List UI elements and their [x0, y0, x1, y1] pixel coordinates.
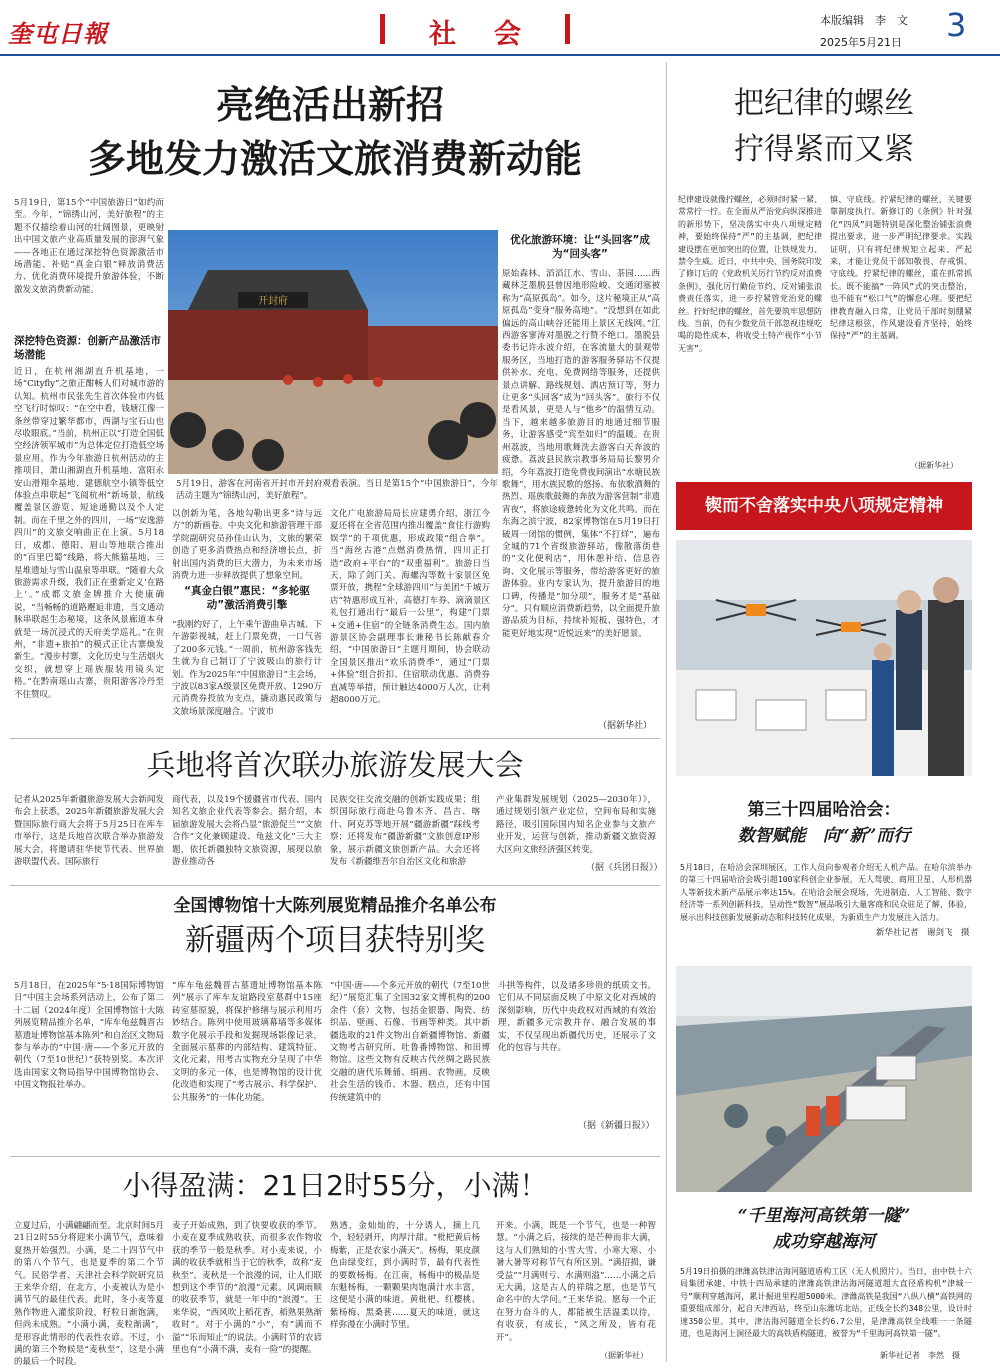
- masthead-rule: [0, 54, 1000, 56]
- story3-source: （据《新疆日报》）: [578, 1121, 655, 1131]
- newspaper-logo: 奎屯日報: [8, 19, 108, 48]
- section-bar-right: [565, 14, 570, 44]
- lead-body-col1: 近日，在杭州湘湖直升机基地，一场“Cityfly”之旅正酣畅人们对城市游的认知。杭州市民张先生首次体验市内低空飞行时惊叹：“在空中看，钱塘江像一条丝带穿过繁华都市，西湖与宝石山也尽收眼底。”当前，杭州正以“打造全国低空经济领军城市”为总体定位打造低空场景应用。作为今年旅游日杭州活动的主推项目，萧山湘湖直升机基地、富阳永安山滑翔伞基地、建德航空小镇等低空体验点串联起“飞阅杭州”新场景，航线覆盖景区游览、短途通勤以及个人定制。而在千里之外的四川，一场“安逸游四川”的文旅交响曲正在上演。5月18日，成都、德阳、眉山等地联合推出的“百里巴蜀”线路，将大熊猫基地、三星堆遗址与雪山温泉等串联。“随着大众旅游需求升级，我们正在重新定义‘在路上’。”成都文旅金牌推介大使康确说，“当畅畅的道路邂逅非遗，当文通动脉串联起生态秘境，这条风景廊道本身就是一场沉浸式的天府美学巡礼。”在贵州，“非遗+旅拍”的模式正让古寨焕发新生。“漫步村寨，文化历史与生活烟火交织，就想穿上瑶族服装用镜头定格。”在黔南瑶山古寨，贵阳游客冷丹至不住赞叹。: [14, 367, 164, 700]
- story2-col1: 记者从2025年新疆旅游发展大会新闻发布会上获悉，2025年新疆旅游发展大会暨国际旅行商大会将于5月25日在库车市举行，这是兵地首次联合举办旅游发展大会，将邀请驻华使节代表、世界旅游联盟代表、国际旅行: [14, 795, 164, 868]
- commentary-title-line2: 拧得紧而又紧: [734, 132, 914, 167]
- story3-col4: 斗拱等构件，以及诸多珍贵的纸质文书。它们从不同层面反映了中原文化对西域的深刻影响，历代中央政权对西域的有效治理，新疆多元宗教并存、融合发展的事实，不仅呈现出新疆代历史，还展示了文化的包容与共存。: [498, 981, 656, 1054]
- story-divider: [10, 885, 660, 886]
- story2-source: （据《兵团日报》）: [586, 863, 663, 873]
- editor-line: 本版编辑 李 文: [820, 14, 908, 27]
- tunnel-photo: [676, 966, 972, 1192]
- story-divider: [10, 1156, 660, 1157]
- lead-photo-caption: 5月19日，游客在河南省开封市开封府观看表演。当日是第15个“中国旅游日”，今年活动主题为“锦绣山河，美好旅程”。: [176, 479, 498, 502]
- lead-body-col3: 文化广电旅游局局长应建勇介绍，浙江今夏还将在全省范围内推出覆盖“食住行游购娱学”的千项优惠，形成政策“组合拳”。当“海丝古港”点燃消费热情，四川正打造“政府+平台”的“双重福利”。旅游日当天，除了剑门关、海螺沟等数十家景区免票开放，携程“全球游四川”与美团“千城万店”特惠形成互补，高德打车券、滴滴景区礼包打通出行“最后一公里”，构建“门票+交通+住宿”的全链条消费生态。国内旅游景区协会副理事长兼秘书长陈献春介绍，“中国旅游日”主题月期间，协会联动全国景区推出“欢乐消费季”，通过“门票+体验”组合折扣、住宿联动优惠、消费券直减等举措，预计触达4000万人次，让利超8000万元。: [330, 509, 490, 706]
- story4-col2: 麦子开始成熟，到了快要收获的季节。小麦在夏季成熟收获，而很多农作物收获的季节一般是秋季。对小麦来说，小满的收获季就相当于它的秋季，故称“麦秋至”。麦秋是一个浪漫的词，让人们联想到这个季节的“浪漫”元素。风调雨顺的收获季节，就是一年中的“浪漫”。王来华说，“西风吹上稻花香，稻熟果熟渐收时”。对于小满的“小”，有“满而不溢”“乐而知止”的说法。小满时节的农谚里也有“小满不满，麦有一险”的提醒。: [172, 1221, 322, 1356]
- fair-credit: 新华社记者 谢剑飞 摄: [876, 928, 970, 938]
- story4-col1: 立夏过后，小满翩翩而至。北京时间5月21日2时55分将迎来小满节气，意味着夏热开始强烈。小满，是二十四节气中的第八个节气，也是夏季的第二个节气。民俗学者、天津社会科学院研究员王来华介绍，在北方，小麦被认为是小满节气的最佳代表。此时，冬小麦等夏熟作物进入灌浆阶段，籽粒日渐饱满，但尚未成熟。“小满小满，麦粒渐满”，是形容此情形的代表性农谚。不过，小满的第三个物候是“麦秋至”，这是小满的最后一个时段。: [14, 1221, 164, 1368]
- tunnel-title-line2: 成功穿越海河: [773, 1232, 875, 1252]
- story2-col2: 商代表，以及19个援疆省市代表、国内知名文旅企业代表等参会。据介绍，本届旅游发展大会将凸显“旅游促兰”“文旅合作”文化兼顾建设、龟兹文化”三大主题，依托新疆独特文旅资源，展现以旅游业推动各: [172, 795, 322, 868]
- story3-col2: “库车龟兹魏晋古墓遗址博物馆基本陈列”展示了库车友谊路段室墓群中15座砖室墓原貌，将保护修缮与展示利用巧妙结合。陈列中使用玻璃幕墙等多媒体数字化展示手段和发掘现场影像记录，全面展示墓葬的内部结构、建筑特征、文化元素，用考古实物充分呈现了中华文明的多元一体，也是博物馆的设计优化改造和实现了“考古展示、科学保护、公共服务”的一体化功能。: [172, 981, 322, 1103]
- fair-photo: [676, 540, 972, 776]
- lead-title-line2: 多地发力激活文旅消费新动能: [87, 137, 582, 181]
- lead-source: （据新华社）: [598, 721, 653, 731]
- lead-body-col2b: “我刚约好了，上午乘午游曲阜古城、下午游影视城，赶上门票免费，一口气省了200多元钱。”一周前，杭州游客钱先生就为自己制订了宁波吸山的旅行计划。作为2025年“中国旅游日”主会场，宁波以83家A级景区免费开放、1290万元消费券投放为支点，撬动惠民政策与文旅场景深度融合。宁波市: [172, 620, 322, 717]
- story3-title: 新疆两个项目获特别奖: [185, 923, 485, 958]
- commentary-col2: 慎、守底线。拧紧纪律的螺丝，关键要靠制度执行。新修订的《条例》针对强化“四风”问题特别是深化整治铺张浪费提出要求，进一步严明纪律要求。实践证明，只有将纪律规矩立起来、严起来，才能让党员干部知敬畏、存戒惧、守底线。拧紧纪律的螺丝，重在抓常抓长。既不能搞“一阵风”式的突击整治，也不能有“松口气”的懈怠心理。要把纪律教育融入日常，让党员干部时刻绷紧纪律这根弦，作风建设看齐坚持，始终保持“严”的主基调。: [830, 195, 972, 341]
- story4-title: 小得盈满：21日2时55分，小满！: [122, 1169, 548, 1202]
- gate-sign-text: 开封府: [258, 296, 288, 307]
- discipline-banner: 锲而不舍落实中央八项规定精神: [676, 482, 972, 530]
- section-title: 社会: [429, 19, 559, 50]
- commentary-title-line1: 把纪律的螺丝: [734, 86, 914, 121]
- column-divider: [666, 62, 667, 1362]
- tunnel-caption: 5月19日拍摄的津潍高铁津沽海河隧道盾构工区（无人机照片）。当日，由中铁十六局集团承建、中铁十四局承建的津潍高铁津沽海河隧道超大直径盾构机“津城一号”顺利穿越海河，累计掘进里程超5000米。津潍高铁是我国“八纵八横”高铁网的重要组成部分，起自天津西站，终至山东潍坊北站，正线全长约348公里，设计时速350公里。其中，津沽海河隧道全长约6.7公里，是津潍高铁全线唯一一条隧道，也是海河上洞径最大的高铁盾构隧道，被誉为“千里海河高铁第一隧”。: [680, 1267, 972, 1339]
- story3-col1: 5月18日，在2025年“5·18国际博物馆日”中国主会场系列活动上，公布了第二十二届（2024年度）全国博物馆十大陈列展览精品推介名单，“库车龟兹魏晋古墓遗址博物馆基本陈列”和自治区文物局参与举办的“中国·唐——个多元开放的朝代（7至10世纪）”获特别奖。本次评选由国家文物局指导中国博物馆协会、中国文物报社举办。: [14, 981, 164, 1091]
- masthead: [0, 0, 1000, 58]
- lead-body-col2a: 以创新为笔，各地勾勒出更多“诗与远方”的新画卷。中央文化和旅游管理干部学院副研究员孙佳山认为，文旅的繁荣创造了更多消费热点和经济增长点，折射出国内消费的巨大潜力，为未来市场消费力进一步释放提供了想象空间。: [172, 509, 322, 582]
- story2-title: 兵地将首次联办旅游发展大会: [146, 748, 524, 782]
- commentary-col1: 纪律建设就像拧螺丝，必须时时紧一紧、常常拧一拧。在全面从严治党向纵深推进的新形势下，坚决落实中央八项规定精神，要始终保持“严”的主基调，把纪律建设摆在更加突出的位置，让铁规发力、禁令生威。近日，中共中央、国务院印发了修订后的《党政机关厉行节约反对浪费条例》，强化厉行勤俭节约、反对铺张浪费责任落实，进一步拧紧管党治党的螺丝。拧好纪律的螺丝，首先要筑牢思想防线。当前，仍有少数党员干部忽视违规吃喝的隐性成本，将收受土特产视作“小节无害”。: [678, 195, 822, 353]
- story3-col3: “中国·唐——个多元开放的朝代（7至10世纪）”展览汇集了全国32家文博机构的200余件（套）文物，包括金银器、陶瓷、纺织品、壁画、石像、书画等种类。其中新疆选取的21件文物出自新疆博物馆、新疆文物考古研究所、吐鲁番博物馆、和田博物馆。这些文物有反映古代丝绸之路民族交融的唐代乐舞俑、绢画、农物画，反映社会生活的钱币、木器、糕点，还有中国传统建筑中的: [330, 981, 490, 1103]
- lead-title-line1: 亮绝活出新招: [215, 83, 444, 127]
- page-number: 3: [946, 6, 967, 44]
- lead-body-col4: 原始森林、滔滔江水、雪山、茶园……西藏林芝墨脱县曾因地形险峻、交通闭塞被称为“高原孤岛”。如今，这片秘境正从“高原孤岛”变身“服务高地”。“没想到在如此偏远的高山峡谷还能用上景区无线网。”江西游客寥涛对墨脱之行赞不绝口。墨脱县委书记许永波介绍，在客流量大的景观带服务区，当地打造的游客服务驿站不仅提供补水、充电、免费网络等服务，还提供景点讲解、路线规划、酒店预订等，努力让更多“头回客”成为“回头客”。旅行不仅是看风景，更是人与“他乡”的温情互动。当下，越来越多旅游目的地通过细节服务，让游客感受“宾至如归”的温暖。在贵州荔波，当地用歌舞洗去游客白天奔波的疲惫。荔波县民族宗教事务局局长黎男介绍，今年荔波打造免费夜间演出“水塘民族歌舞”，用水族民歌的悠扬、布依歌酒舞的热烈、瑶族歌鼓舞的奔放为游客营制“非遗宵夜”，将旅途疲惫转化为文化共鸣。而在东海之滨宁波，82家博物馆在5月19日打破周一闭馆的惯例，集体“不打烊”，遍布全城的71个省级旅游驿站，像散落街巷的“文化便利店”，用休憩补给、信息咨询、文化展示等服务，带给游客更好的旅游体验。业内专家认为，提升旅游目的地口碑，传播是“加分项”，服务才是“基础分”。只有顺应消费新趋势，以全面提升旅游品质为目标，持续补短板、强特色，才能更好地实现“近悦远来”的美好愿景。: [502, 269, 660, 639]
- issue-date: 2025年5月21日: [820, 36, 902, 49]
- lead-subhead-3: 优化旅游环境：让“头回客”成为“回头客”: [510, 234, 650, 260]
- story2-col3: 民族交往交流交融的创新实践成果；组织国际旅行商赴乌鲁木齐、昌吉、喀什、阿克苏等地开展“疆游新疆”踩线考察；还将发布“疆游新疆”文旅创意IP形象，展示新疆文旅创新产品。大会还将发布《新疆维吾尔自治区文化和旅游: [330, 795, 480, 868]
- tunnel-title-line1: “千里海河高铁第一隧”: [737, 1206, 911, 1226]
- commentary-source: （据新华社）: [910, 461, 958, 470]
- fair-title-line2: 数智赋能 向“新”而行: [737, 826, 911, 846]
- lead-photo: [168, 230, 498, 474]
- tunnel-photo-image: [676, 966, 972, 1192]
- tunnel-credit: 新华社记者 李然 摄: [880, 1351, 960, 1360]
- section-bar-left: [380, 14, 385, 44]
- story2-col4: 产业集群发展规划（2025—2030年）》，通过规划引领产业定位，空间布局和实施路径，吸引国际国内知名企业参与文旅产业开发，运营与创新，推动新疆文旅资源大区向文旅经济强区转变。: [496, 795, 656, 855]
- fair-photo-image: [676, 540, 972, 776]
- fair-caption: 5月18日，在哈洽会深圳展区，工作人员向参观者介绍无人机产品。在哈尔滨举办的第三十四届哈洽会吸引超100家科创企业参展，无人驾驶、商用卫星、人形机器人等新技术新产品展示率达15%。在哈洽会展会现场，先进制造、人工智能、数字经济等一系列创新科技，呈动性“数智”展品吸引大量客商和民众驻足了解、体验，展示出科技创新发展新动态和科技转化成果，为新质生产力发展注入活力。: [680, 863, 972, 922]
- story4-source: （据新华社）: [600, 1351, 648, 1360]
- story3-kicker: 全国博物馆十大陈列展览精品推介名单公布: [173, 896, 497, 916]
- lead-photo-image: [168, 230, 498, 474]
- story4-col3: 熟透，金灿灿的，十分诱人，摘上几个，轻轻剥开，肉厚汁甜。“枇杷黄后杨梅紫，正是农家小满天”。杨梅，果皮颜色由绿变红，到小满时节，最有代表性的要数杨梅。在江南，杨梅中的极品是东魁杨梅，一颗颗果肉饱满汁水丰富，这便是小满的味道。黄枇杷、红樱桃、紫杨梅、黑桑葚……夏天的味道，就这样弥漫在小满时节里。: [330, 1221, 480, 1331]
- fair-title-line1: 第三十四届哈洽会：: [747, 800, 901, 820]
- lead-intro: 5月19日，第15个“中国旅游日”如约而至。今年，“锦绣山河，美好旅程”的主题不仅描绘着山河的壮阔图景，更映射出中国文旅产业高质量发展的澎湃气象——各地正在通过深挖特色资源激活市场潜能、补贴“真金白银”释放消费活力、优化消费环境提升旅游体验，不断激发文旅消费新动能。: [14, 198, 164, 295]
- lead-subhead-2: “真金白银”惠民：“多轮驱动”激活消费引擎: [184, 585, 310, 611]
- story-divider: [10, 738, 660, 739]
- section-label: [380, 8, 570, 48]
- lead-subhead-1: 深挖特色资源：创新产品激活市场潜能: [14, 335, 161, 361]
- story4-col4: 开来。小满，既是一个节气，也是一种智慧。“小满之后，接续的是芒种而非大满，这与人们熟知的小雪大雪、小寒大寒、小暑大暑等对称节气有所区别。“满招损，谦受益”“月满则亏、水满则溢”……小满之后无大满，这是古人的祥瑞之愿，也是节气命名中的大学问。”王来华说。愿每一个正在努力奋斗的人，都能被生活温柔以待，有收获，有成长，“风之所及，皆有花开”。: [496, 1221, 656, 1343]
